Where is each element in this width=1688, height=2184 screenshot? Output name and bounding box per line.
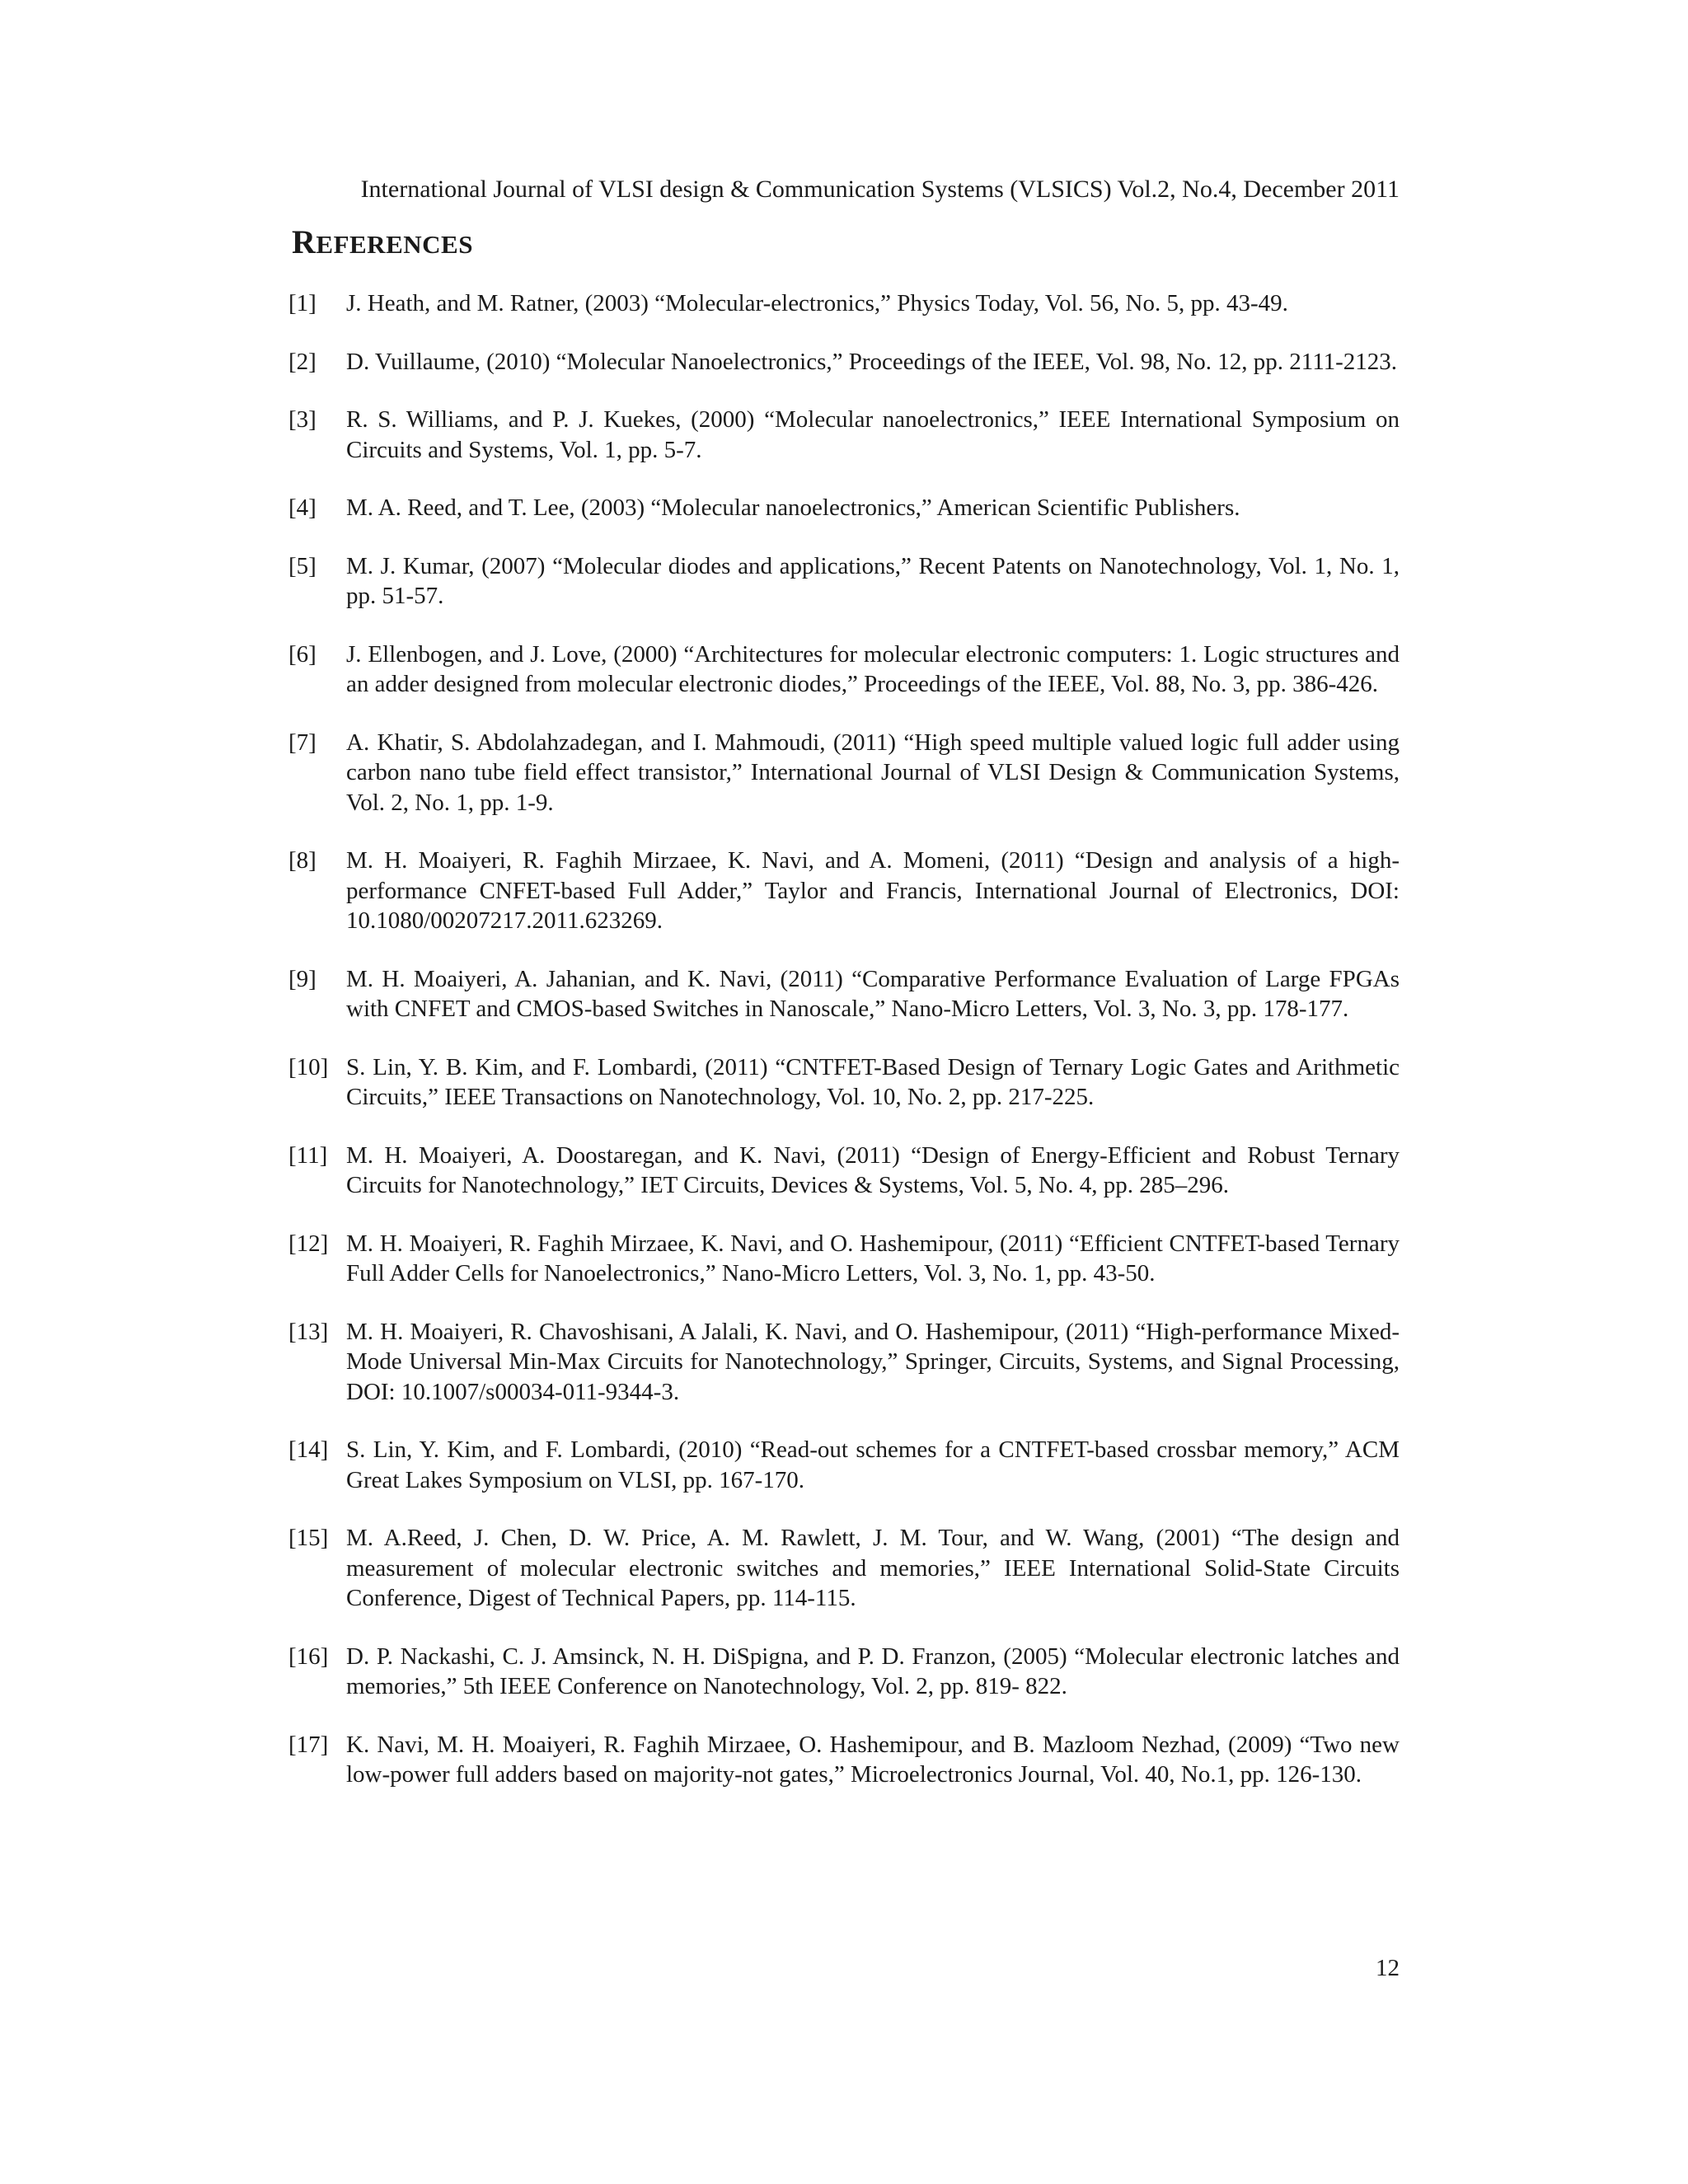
reference-item [288,846,1400,936]
reference-text: D. Vuillaume, (2010) “Molecular Nanoelectronics,” Proceedings of the IEEE, Vol. 98, No. 12, pp. 2111-2123. [346,348,1398,375]
reference-item [288,405,1400,465]
reference-number: [12] [288,1230,329,1257]
reference-text: A. Khatir, S. Abdolahzadegan, and I. Mahmoudi, (2011) “High speed multiple valued logic full adder using carbon nano tube field effect transistor,” International Journal of VLSI Design & Communication Systems, Vol. 2, No. 1, pp. 1-9. [346,729,1400,816]
reference-item [288,728,1400,818]
reference-item [288,551,1400,612]
reference-item [288,1435,1400,1495]
reference-number: [4] [288,494,316,521]
reference-text: J. Heath, and M. Ratner, (2003) “Molecular-electronics,” Physics Today, Vol. 56, No. 5, pp. 43-49. [346,290,1288,316]
reference-number: [17] [288,1731,329,1758]
reference-text: M. H. Moaiyeri, A. Jahanian, and K. Navi, (2011) “Comparative Performance Evaluation of Large FPGAs with CNFET and CMOS-based Switches in Nanoscale,” Nano-Micro Letters, Vol. 3, No. 3, pp. 178-177. [346,965,1400,1022]
reference-number: [11] [288,1141,328,1169]
reference-text: M. H. Moaiyeri, A. Doostaregan, and K. Navi, (2011) “Design of Energy-Efficient and Robust Ternary Circuits for Nanotechnology,” IET Circuits, Devices & Systems, Vol. 5, No. 4, pp. 285–296. [346,1141,1400,1198]
reference-number: [15] [288,1525,329,1551]
reference-number: [6] [288,640,316,668]
reference-number: [7] [288,729,316,756]
section-title-rest: EFERENCES [316,230,473,259]
reference-item [288,1730,1400,1790]
reference-item [288,288,1400,319]
reference-number: [3] [288,406,316,433]
reference-number: [16] [288,1643,329,1670]
reference-item [288,1141,1400,1201]
reference-text: M. H. Moaiyeri, R. Faghih Mirzaee, K. Navi, and A. Momeni, (2011) “Design and analysis of a high-performance CNFET-based Full Adder,” Taylor and Francis, International Journal of Electronics, DOI: 10.1080/00207217.2011.623269. [346,847,1400,934]
section-title [292,224,473,263]
reference-number: [10] [288,1053,329,1080]
reference-number: [1] [288,290,316,316]
running-head: International Journal of VLSI design & Communication Systems (VLSICS) Vol.2, No.4, December 2011 [360,176,1400,203]
reference-list [288,288,1400,1790]
reference-text: J. Ellenbogen, and J. Love, (2000) “Architectures for molecular electronic computers: 1. Logic structures and an adder designed from molecular electronic diodes,” Proceedings of the IEEE, Vol. 88, No. 3, pp. 386-426. [346,640,1400,697]
reference-number: [8] [288,847,316,874]
reference-item [288,640,1400,700]
reference-text: M. H. Moaiyeri, R. Chavoshisani, A Jalali, K. Navi, and O. Hashemipour, (2011) “High-performance Mixed-Mode Universal Min-Max Circuits for Nanotechnology,” Springer, Circuits, Systems, and Signal Processing, DOI: 10.1007/s00034-011-9344-3. [346,1318,1400,1405]
reference-text: D. P. Nackashi, C. J. Amsinck, N. H. DiSpigna, and P. D. Franzon, (2005) “Molecular electronic latches and memories,” 5th IEEE Conference on Nanotechnology, Vol. 2, pp. 819- 822. [346,1643,1400,1699]
reference-number: [2] [288,348,316,375]
reference-text: S. Lin, Y. Kim, and F. Lombardi, (2010) “Read-out schemes for a CNTFET-based crossbar memory,” ACM Great Lakes Symposium on VLSI, pp. 167-170. [346,1436,1400,1493]
reference-item [288,347,1400,377]
section-title-initial: R [292,223,316,260]
reference-text: M. H. Moaiyeri, R. Faghih Mirzaee, K. Navi, and O. Hashemipour, (2011) “Efficient CNTFET-based Ternary Full Adder Cells for Nanoelectronics,” Nano-Micro Letters, Vol. 3, No. 1, pp. 43-50. [346,1230,1400,1286]
reference-text: R. S. Williams, and P. J. Kuekes, (2000) “Molecular nanoelectronics,” IEEE International Symposium on Circuits and Systems, Vol. 1, pp. 5-7. [346,406,1400,463]
reference-number: [13] [288,1318,329,1345]
reference-text: M. J. Kumar, (2007) “Molecular diodes and applications,” Recent Patents on Nanotechnology, Vol. 1, No. 1, pp. 51-57. [346,552,1400,609]
reference-item [288,1523,1400,1614]
reference-text: S. Lin, Y. B. Kim, and F. Lombardi, (2011) “CNTFET-Based Design of Ternary Logic Gates and Arithmetic Circuits,” IEEE Transactions on Nanotechnology, Vol. 10, No. 2, pp. 217-225. [346,1053,1400,1110]
reference-item [288,1229,1400,1289]
reference-item [288,1317,1400,1408]
reference-text: M. A. Reed, and T. Lee, (2003) “Molecular nanoelectronics,” American Scientific Publishers. [346,494,1240,521]
reference-item [288,493,1400,523]
page-number: 12 [1376,1955,1400,1981]
reference-item [288,1642,1400,1702]
reference-number: [14] [288,1436,329,1463]
reference-number: [9] [288,965,316,992]
reference-number: [5] [288,552,316,579]
reference-item [288,1052,1400,1113]
reference-text: K. Navi, M. H. Moaiyeri, R. Faghih Mirzaee, O. Hashemipour, and B. Mazloom Nezhad, (2009) “Two new low-power full adders based on majority-not gates,” Microelectronics Journal, Vol. 40, No.1, pp. 126-130. [346,1731,1400,1788]
reference-item [288,964,1400,1024]
reference-text: M. A.Reed, J. Chen, D. W. Price, A. M. Rawlett, J. M. Tour, and W. Wang, (2001) “The design and measurement of molecular electronic switches and memories,” IEEE International Solid-State Circuits Conference, Digest of Technical Papers, pp. 114-115. [346,1525,1400,1611]
